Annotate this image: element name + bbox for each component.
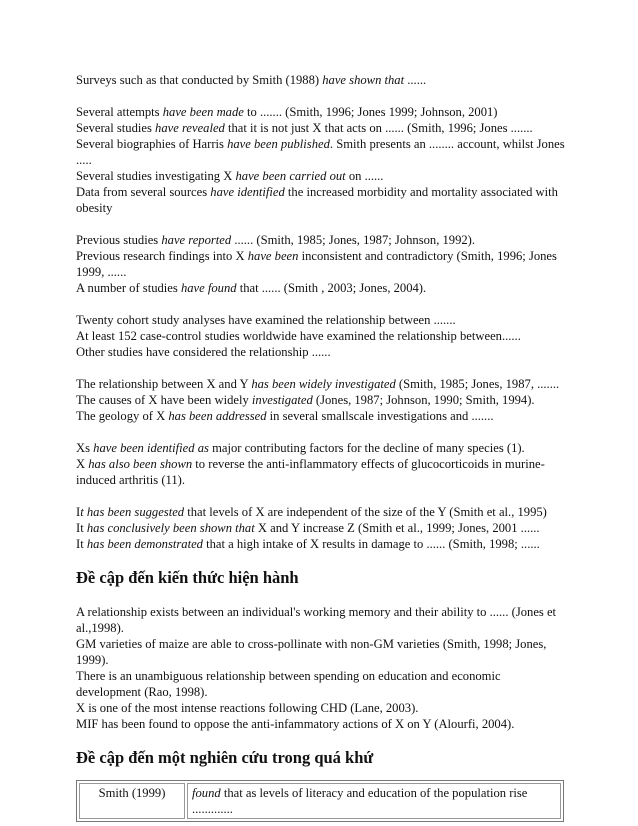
sentence-line — [76, 456, 566, 488]
text-run: The relationship between X and Y — [76, 377, 252, 391]
italic-phrase: have identified — [210, 185, 285, 199]
sentence-line — [76, 604, 566, 636]
text-run: that a high intake of X results in damage to ...... (Smith, 1998; ...... — [202, 537, 540, 551]
paragraph — [76, 72, 566, 88]
text-run: Several studies investigating X — [76, 169, 236, 183]
sentence-line — [76, 440, 566, 456]
text-run: GM varieties of maize are able to cross-pollinate with non-GM varieties (Smith, 1998; Jones, 1999). — [76, 637, 547, 667]
text-run: At least 152 case-control studies worldwide have examined the relationship between...... — [76, 329, 521, 343]
text-run: Data from several sources — [76, 185, 211, 199]
text-run: major contributing factors for the decline of many species (1). — [208, 441, 525, 455]
sentence-line — [76, 376, 566, 392]
text-run: that levels of X are independent of the size of the Y (Smith et al., 1995) — [184, 505, 547, 519]
past-research-table — [76, 780, 564, 822]
text-run: in several smallscale investigations and ....... — [266, 409, 494, 423]
text-run: Several biographies of Harris — [76, 137, 228, 151]
sentence-line — [76, 504, 566, 520]
sentence-line — [76, 248, 566, 280]
italic-phrase: investigated — [251, 393, 313, 407]
table-cell-author: Smith (1999) — [79, 783, 185, 819]
sentence-line — [76, 280, 566, 296]
text-run: I — [76, 505, 81, 519]
italic-phrase: has been widely investigated — [251, 377, 396, 391]
italic-phrase: has also been shown — [88, 457, 193, 471]
sentence-line — [76, 392, 566, 408]
text-run: There is an unambiguous relationship between spending on education and economic development (Rao, 1998). — [76, 669, 501, 699]
example-sentences — [76, 72, 566, 552]
paragraph — [76, 504, 566, 552]
sentence-line — [76, 716, 566, 732]
sentence-line — [76, 184, 566, 216]
italic-phrase: t has been suggested — [80, 505, 185, 519]
paragraph — [76, 232, 566, 296]
text-run: on ...... — [345, 169, 384, 183]
text-run: MIF has been found to oppose the anti-infammatory actions of X on Y (Alourfi, 2004). — [76, 717, 515, 731]
italic-phrase: have been made — [162, 105, 244, 119]
italic-phrase: have revealed — [155, 121, 225, 135]
sentence-line — [76, 312, 566, 328]
italic-phrase: has been addressed — [168, 409, 267, 423]
sentence-line — [76, 72, 566, 88]
italic-phrase: have found — [180, 281, 237, 295]
paragraph — [76, 376, 566, 424]
sentence-line — [76, 520, 566, 536]
sentence-line — [76, 668, 566, 700]
sentence-line — [76, 344, 566, 360]
table-row — [79, 783, 561, 819]
text-run: (Jones, 1987; Johnson, 1990; Smith, 1994). — [312, 393, 535, 407]
text-run: that as levels of literacy and education of the population rise ............. — [192, 786, 528, 816]
text-run: A relationship exists between an individual's working memory and their ability to ...... (Jones et al.,1998). — [76, 605, 557, 635]
italic-phrase: have been carried out — [235, 169, 346, 183]
text-run: It — [76, 537, 87, 551]
text-run: Several studies — [76, 121, 156, 135]
text-run: that ...... (Smith , 2003; Jones, 2004). — [236, 281, 427, 295]
text-run: to reverse the anti-inflammatory effects of glucocorticoids in murine-induced arthritis (11). — [76, 457, 545, 487]
sentence-line — [76, 232, 566, 248]
text-run: that it is not just X that acts on ...... (Smith, 1996; Jones ....... — [224, 121, 533, 135]
text-run: The geology of X — [76, 409, 169, 423]
text-run: inconsistent and contradictory (Smith, 1996; Jones 1999, ...... — [76, 249, 557, 279]
text-run: the increased morbidity and mortality associated with obesity — [76, 185, 558, 215]
text-run: Several attempts — [76, 105, 163, 119]
text-run: X and Y increase Z (Smith et al., 1999; Jones, 2001 ...... — [254, 521, 540, 535]
paragraph — [76, 312, 566, 360]
text-run: to ....... (Smith, 1996; Jones 1999; Johnson, 2001) — [243, 105, 498, 119]
text-run: Other studies have considered the relationship ...... — [76, 345, 331, 359]
text-run: Previous research findings into X — [76, 249, 248, 263]
sentence-line — [76, 120, 566, 136]
italic-phrase: have been — [247, 249, 299, 263]
text-run: ...... — [404, 73, 427, 87]
text-run: It — [76, 521, 87, 535]
sentence-line — [76, 700, 566, 716]
text-run: Previous studies — [76, 233, 162, 247]
document-content — [76, 72, 566, 822]
text-run: Twenty cohort study analyses have examined the relationship between ....... — [76, 313, 456, 327]
italic-phrase: have been identified as — [93, 441, 209, 455]
italic-phrase: has conclusively been shown that — [86, 521, 255, 535]
sentence-line — [76, 408, 566, 424]
table-cell-sentence — [187, 783, 561, 819]
heading-past-research: Đề cập đến một nghiên cứu trong quá khứ — [76, 748, 374, 767]
sentence-line — [76, 636, 566, 668]
text-run: ...... (Smith, 1985; Jones, 1987; Johnson, 1992). — [231, 233, 476, 247]
text-run: (Smith, 1985; Jones, 1987, ....... — [395, 377, 560, 391]
text-run: A number of studies — [76, 281, 181, 295]
sentence-line — [76, 104, 566, 120]
heading-current-knowledge: Đề cập đến kiến thức hiện hành — [76, 568, 299, 587]
sentence-line — [76, 328, 566, 344]
current-knowledge-sentences — [76, 604, 566, 732]
sentence-line — [76, 536, 566, 552]
italic-phrase: found — [192, 786, 221, 800]
paragraph — [76, 440, 566, 488]
italic-phrase: have shown that — [322, 73, 405, 87]
text-run: X — [76, 457, 89, 471]
paragraph — [76, 104, 566, 216]
italic-phrase: have been published — [227, 137, 330, 151]
text-run: Surveys such as that conducted by Smith (1988) — [76, 73, 323, 87]
text-run: X is one of the most intense reactions following CHD (Lane, 2003). — [76, 701, 419, 715]
italic-phrase: have reported — [161, 233, 232, 247]
text-run: . Smith presents an ........ account, whilst Jones ..... — [76, 137, 565, 167]
sentence-line — [76, 168, 566, 184]
text-run: Xs — [76, 441, 94, 455]
italic-phrase: has been demonstrated — [86, 537, 203, 551]
text-run: The causes of X have been widely — [76, 393, 252, 407]
sentence-line — [76, 136, 566, 168]
